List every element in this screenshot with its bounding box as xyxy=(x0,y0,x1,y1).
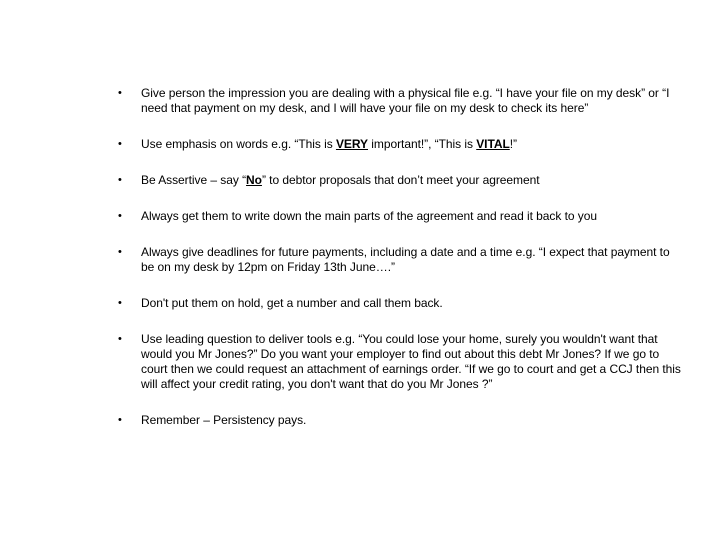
bullet-dot: • xyxy=(118,174,122,186)
bullet-dot: • xyxy=(118,333,122,345)
bullet-item-write-down xyxy=(118,209,684,224)
bullet-text: Don't put them on hold, get a number and call them back. xyxy=(141,296,443,310)
emphasis-word-very: VERY xyxy=(335,137,368,151)
bullet-text: Always get them to write down the main parts of the agreement and read it back to you xyxy=(141,209,597,223)
emphasis-word-no: No xyxy=(246,173,262,187)
bullet-text: ” to debtor proposals that don’t meet your agreement xyxy=(261,173,540,187)
bullet-dot: • xyxy=(118,414,122,426)
bullet-dot: • xyxy=(118,87,122,99)
bullet-text: Use leading question to deliver tools e.g. “You could lose your home, surely you wouldn't want that would you Mr Jones?” Do you want your employer to find out about this debt Mr Jones? If we go to court then we could request an attachment of earnings order. “If we go to court and get a CCJ then this will affect your credit rating, you don't want that do you Mr Jones ?” xyxy=(141,332,681,391)
bullet-item-deadlines xyxy=(118,245,684,275)
bullet-text: Use emphasis on words e.g. “This is xyxy=(141,137,336,151)
bullet-text: !” xyxy=(509,137,517,151)
bullet-dot: • xyxy=(118,297,122,309)
bullet-text: Remember – Persistency pays. xyxy=(141,413,307,427)
bullet-item-hold xyxy=(118,296,684,311)
bullet-dot: • xyxy=(118,210,122,222)
bullet-item-leading-question xyxy=(118,332,684,392)
bullet-item-physical-file xyxy=(118,86,684,116)
bullet-list xyxy=(118,86,684,449)
bullet-dot: • xyxy=(118,246,122,258)
bullet-item-emphasis xyxy=(118,137,684,152)
bullet-text: Give person the impression you are dealing with a physical file e.g. “I have your file on my desk” or “I need that payment on my desk, and I will have your file on my desk to check its here” xyxy=(141,86,670,115)
bullet-dot: • xyxy=(118,138,122,150)
emphasis-word-vital: VITAL xyxy=(476,137,510,151)
bullet-text: Be Assertive – say “ xyxy=(141,173,247,187)
bullet-item-persistency xyxy=(118,413,684,428)
bullet-text: important!”, “This is xyxy=(368,137,477,151)
bullet-item-assertive xyxy=(118,173,684,188)
bullet-text: Always give deadlines for future payments, including a date and a time e.g. “I expect that payment to be on my desk by 12pm on Friday 13th June….” xyxy=(141,245,670,274)
